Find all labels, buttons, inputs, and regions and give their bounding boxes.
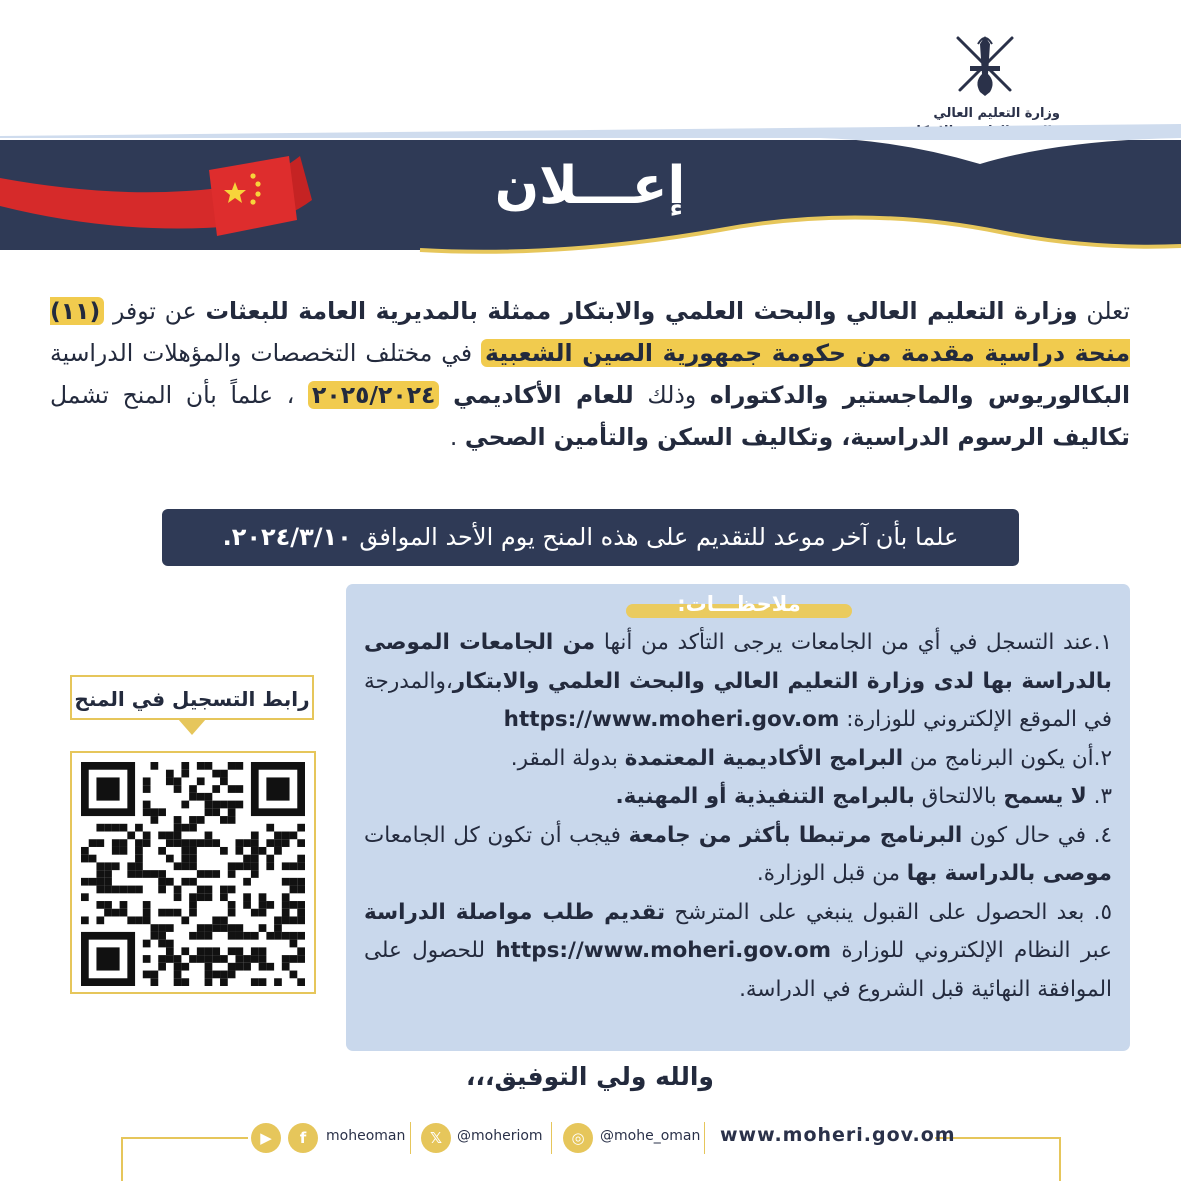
academic-year-highlight: ٢٠٢٥/٢٠٢٤ — [308, 381, 439, 409]
note-text: بدولة المقر. — [510, 745, 625, 771]
youtube-icon[interactable]: ▶ — [251, 1123, 281, 1153]
note-bold: لا يسمح — [1003, 784, 1087, 809]
facebook-handle[interactable]: moheoman — [326, 1128, 406, 1144]
note-bold: البرنامج مرتبطا بأكثر من جامعة — [628, 822, 963, 848]
note-bold: البرامج الأكاديمية المعتمدة — [624, 745, 904, 771]
degree-levels: البكالوريوس والماجستير والدكتوراه — [709, 381, 1130, 409]
note-text: من قبل الوزارة. — [756, 861, 907, 886]
qr-code-icon[interactable] — [81, 762, 305, 986]
x-icon[interactable]: 𝕏 — [421, 1123, 451, 1153]
note-text: ٢.أن يكون البرنامج من — [903, 745, 1112, 771]
notes-panel — [346, 584, 1130, 1051]
announcement-banner — [0, 118, 1181, 268]
intro-text: تعلن — [1077, 297, 1130, 325]
note-text: ١.عند التسجل في أي من الجامعات يرجى التأكد من أنها — [595, 630, 1112, 655]
intro-text: عن توفر — [104, 297, 206, 325]
note-bold: من الجامعات الموصى بالدراسة بها لدى وزارة التعليم العالي والبحث العلمي والابتكار — [364, 630, 1112, 694]
qr-code-box[interactable] — [70, 751, 316, 994]
note-bold: بالبرامج التنفيذية أو المهنية. — [615, 784, 915, 809]
note-text: للحصول على الموافقة النهائية قبل الشروع في الدراسة. — [364, 938, 1112, 1002]
announcement-title: إعـــلان — [494, 156, 686, 216]
instagram-handle[interactable]: @mohe_oman — [600, 1128, 701, 1144]
qr-label: رابط التسجيل في المنح — [70, 675, 314, 720]
intro-text: ، علماً بأن المنح تشمل — [50, 381, 309, 409]
coverage-text: تكاليف الرسوم الدراسية، وتكاليف السكن والتأمين الصحي — [464, 423, 1130, 451]
deadline-text: علما بأن آخر موعد للتقديم على هذه المنح يوم الأحد الموافق — [351, 523, 959, 551]
qr-arrow — [178, 719, 206, 735]
notes-list — [364, 624, 1112, 1009]
ministry-name-line1: وزارة التعليم العالي — [933, 106, 1060, 121]
closing-text: والله ولي التوفيق،،، — [466, 1062, 714, 1091]
deadline-bar — [162, 509, 1019, 566]
note-text: بالالتحاق — [914, 784, 1004, 809]
website-link[interactable]: https://www.moheri.gov.om — [503, 707, 840, 732]
website-url[interactable]: www.moheri.gov.om — [720, 1124, 956, 1146]
note-item — [364, 778, 1112, 817]
x-handle[interactable]: @moheriom — [457, 1128, 543, 1144]
note-item — [364, 624, 1112, 740]
note-text: ٤. في حال كون — [962, 822, 1112, 848]
china-flag-icon — [205, 152, 300, 242]
notes-title: ملاحظـــات: — [677, 592, 801, 616]
scholarship-count-highlight: (١١) منحة دراسية مقدمة من حكومة جمهورية الصين الشعبية — [50, 297, 1131, 367]
note-text: عبر النظام الإلكتروني للوزارة — [831, 938, 1112, 963]
instagram-icon[interactable]: ◎ — [563, 1123, 593, 1153]
facebook-icon[interactable]: f — [288, 1123, 318, 1153]
ministry-name: وزارة التعليم العالي والبحث العلمي والابتكار ممثلة بالمديرية العامة للبعثات — [205, 297, 1078, 325]
intro-text: وذلك — [633, 381, 710, 409]
announcement-body — [50, 290, 1130, 458]
intro-text: في مختلف التخصصات والمؤهلات الدراسية — [50, 339, 482, 367]
notes-heading — [626, 592, 852, 622]
note-bold: موصى بالدراسة بها — [906, 861, 1112, 886]
note-item — [364, 817, 1112, 894]
note-text: ،والمدرجة في الموقع الإلكتروني للوزارة: — [364, 668, 1112, 732]
note-item — [364, 740, 1112, 779]
note-text: فيجب أن تكون كل الجامعات — [364, 822, 629, 848]
note-bold: تقديم طلب مواصلة الدراسة — [364, 899, 666, 925]
academic-year-label: للعام الأكاديمي — [453, 381, 634, 409]
note-text: ٣. — [1086, 784, 1112, 809]
website-link[interactable]: https://www.moheri.gov.om — [495, 938, 832, 963]
note-item — [364, 894, 1112, 1010]
note-text: ٥. بعد الحصول على القبول ينبغي على المترشح — [665, 899, 1112, 925]
oman-emblem-icon — [950, 30, 1020, 102]
deadline-date: ٢٠٢٤/٣/١٠. — [222, 523, 352, 551]
intro-text: . — [449, 423, 465, 451]
